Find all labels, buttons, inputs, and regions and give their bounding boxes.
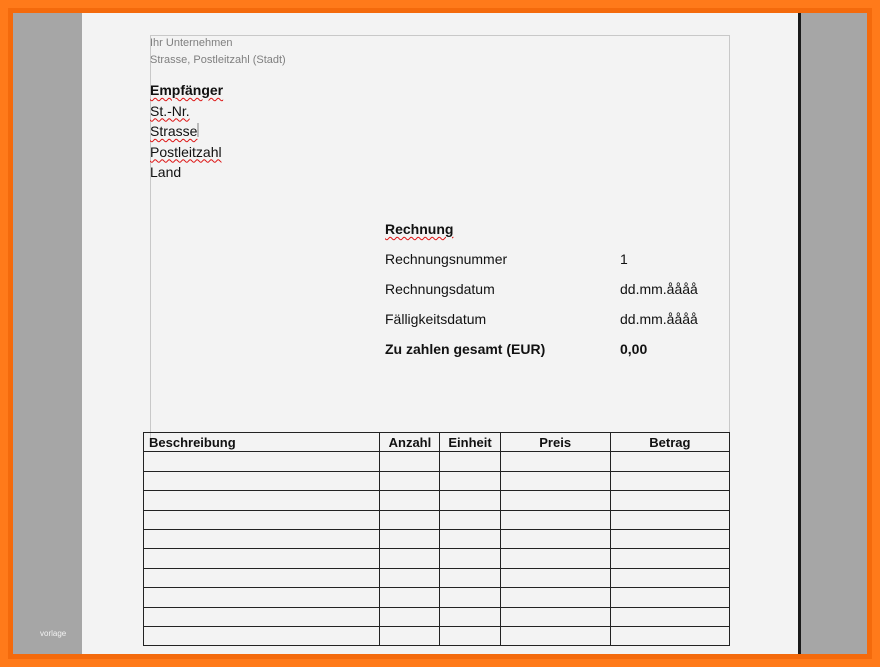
document-page[interactable] [82,13,801,654]
table-cell-quantity[interactable] [380,607,440,626]
table-row[interactable] [144,588,730,607]
table-cell-quantity[interactable] [380,568,440,587]
table-cell-price[interactable] [500,607,610,626]
table-cell-amount[interactable] [610,510,729,529]
table-cell-price[interactable] [500,510,610,529]
table-cell-quantity[interactable] [380,549,440,568]
line-items-table[interactable] [143,432,730,646]
table-cell-amount[interactable] [610,491,729,510]
table-cell-unit[interactable] [440,452,500,471]
table-cell-description[interactable] [144,549,380,568]
table-body[interactable] [144,452,730,646]
table-cell-description[interactable] [144,510,380,529]
recipient-street-number[interactable] [150,101,223,122]
invoice-number-value[interactable]: 1 [620,251,628,267]
invoice-number-label: Rechnungsnummer [385,251,508,267]
due-date-label: Fälligkeitsdatum [385,311,487,327]
table-row[interactable] [144,491,730,510]
table-cell-description[interactable] [144,491,380,510]
table-row[interactable] [144,471,730,490]
table-cell-amount[interactable] [610,588,729,607]
table-cell-unit[interactable] [440,626,500,645]
sender-block [150,35,286,69]
table-cell-quantity[interactable] [380,452,440,471]
sender-address: Strasse, Postleitzahl (Stadt) [150,54,286,66]
table-cell-amount[interactable] [610,471,729,490]
recipient-street[interactable] [150,121,223,142]
total-due-value: 0,00 [620,341,648,357]
table-cell-description[interactable] [144,471,380,490]
table-cell-unit[interactable] [440,588,500,607]
recipient-postcode[interactable] [150,142,223,163]
column-header-price: Preis [500,433,610,452]
recipient-street-number-text: St.-Nr. [150,102,190,119]
column-header-amount: Betrag [610,433,729,452]
table-cell-unit[interactable] [440,607,500,626]
recipient-postcode-text: Postleitzahl [150,143,222,160]
table-cell-price[interactable] [500,549,610,568]
invoice-date-row [385,281,725,311]
watermark-text: vorlage [40,629,67,638]
table-cell-price[interactable] [500,471,610,490]
table-cell-unit[interactable] [440,471,500,490]
table-cell-quantity[interactable] [380,471,440,490]
table-cell-amount[interactable] [610,452,729,471]
table-row[interactable] [144,626,730,645]
total-due-label: Zu zahlen gesamt (EUR) [385,341,546,357]
table-cell-amount[interactable] [610,607,729,626]
table-cell-unit[interactable] [440,510,500,529]
table-cell-amount[interactable] [610,626,729,645]
table-row[interactable] [144,510,730,529]
table-cell-quantity[interactable] [380,510,440,529]
table-row[interactable] [144,529,730,548]
document-viewport[interactable] [13,13,867,654]
table-cell-unit[interactable] [440,529,500,548]
table-cell-unit[interactable] [440,491,500,510]
sender-company: Ihr Unternehmen [150,37,233,49]
invoice-number-row [385,251,725,281]
text-cursor [197,123,199,137]
invoice-header [385,221,725,371]
due-date-row [385,311,725,341]
column-header-unit: Einheit [440,433,500,452]
table-cell-description[interactable] [144,626,380,645]
table-cell-price[interactable] [500,626,610,645]
table-cell-quantity[interactable] [380,491,440,510]
table-cell-quantity[interactable] [380,529,440,548]
recipient-title[interactable] [150,80,223,101]
table-cell-description[interactable] [144,529,380,548]
due-date-value[interactable]: dd.mm.åååå [620,311,698,327]
column-header-description: Beschreibung [144,433,380,452]
recipient-title-text: Empfänger [150,82,224,98]
table-cell-price[interactable] [500,588,610,607]
table-cell-price[interactable] [500,568,610,587]
invoice-date-value[interactable]: dd.mm.åååå [620,281,698,297]
table-cell-price[interactable] [500,529,610,548]
recipient-block[interactable] [150,80,223,183]
table-cell-quantity[interactable] [380,588,440,607]
table-cell-amount[interactable] [610,568,729,587]
table-row[interactable] [144,549,730,568]
table-cell-description[interactable] [144,568,380,587]
table-cell-quantity[interactable] [380,626,440,645]
table-cell-unit[interactable] [440,549,500,568]
invoice-title-text: Rechnung [385,221,454,237]
column-header-quantity: Anzahl [380,433,440,452]
table-cell-description[interactable] [144,588,380,607]
recipient-street-text: Strasse [150,123,198,139]
table-row[interactable] [144,568,730,587]
table-cell-description[interactable] [144,607,380,626]
recipient-country[interactable]: Land [150,164,182,180]
table-cell-unit[interactable] [440,568,500,587]
table-cell-amount[interactable] [610,529,729,548]
invoice-title [385,221,725,240]
table-row[interactable] [144,607,730,626]
table-header-row [144,433,730,452]
invoice-date-label: Rechnungsdatum [385,281,495,297]
table-cell-amount[interactable] [610,549,729,568]
table-cell-price[interactable] [500,452,610,471]
total-due-row [385,341,725,371]
table-cell-price[interactable] [500,491,610,510]
table-cell-description[interactable] [144,452,380,471]
table-row[interactable] [144,452,730,471]
